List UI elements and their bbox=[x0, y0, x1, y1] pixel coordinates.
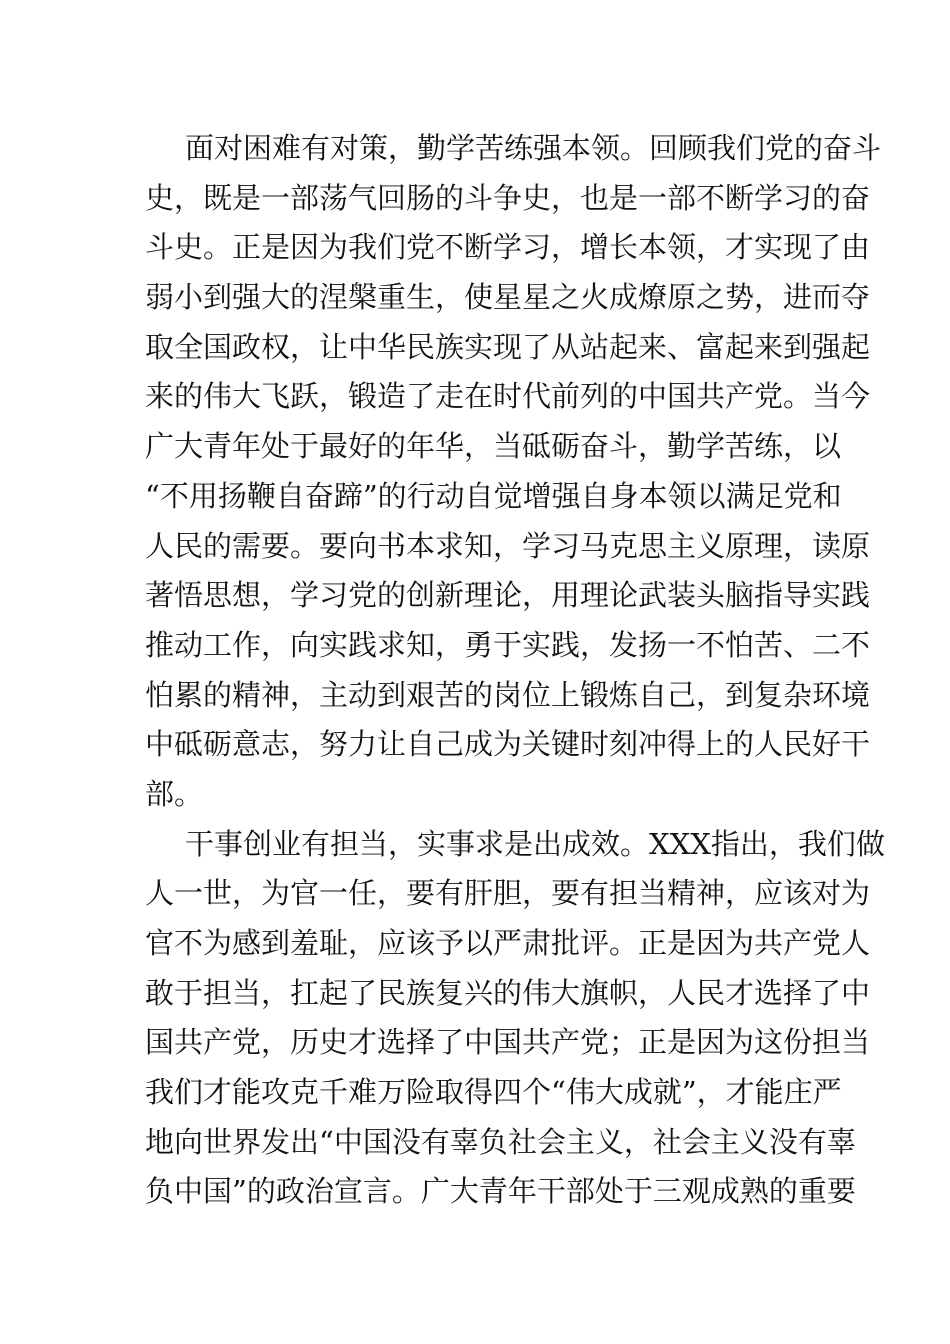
document-body bbox=[145, 124, 885, 1217]
paragraph-line: 我们才能攻克千难万险取得四个“伟大成就”，才能庄严 bbox=[145, 1075, 842, 1110]
paragraph-line: 取全国政权，让中华民族实现了从站起来、富起来到强起 bbox=[145, 329, 871, 364]
paragraph-line: “不用扬鞭自奋蹄”的行动自觉增强自身本领以满足党和 bbox=[145, 478, 842, 513]
paragraph-line: 敢于担当，扛起了民族复兴的伟大旗帜，人民才选择了中 bbox=[145, 975, 871, 1010]
paragraph-line: 斗史。正是因为我们党不断学习，增长本领，才实现了由 bbox=[145, 230, 871, 265]
paragraph-line: 史，既是一部荡气回肠的斗争史，也是一部不断学习的奋 bbox=[145, 180, 871, 215]
paragraph-line: 广大青年处于最好的年华，当砥砺奋斗，勤学苦练，以 bbox=[145, 429, 842, 464]
paragraph-line: 弱小到强大的涅槃重生，使星星之火成燎原之势，进而夺 bbox=[145, 280, 871, 315]
paragraph-line: 中砥砺意志，努力让自己成为关键时刻冲得上的人民好干 bbox=[145, 727, 871, 762]
paragraph-line: 干事创业有担当，实事求是出成效。XXX指出，我们做 bbox=[185, 826, 885, 861]
paragraph-line: 推动工作，向实践求知，勇于实践，发扬一不怕苦、二不 bbox=[145, 627, 871, 662]
paragraph-line: 著悟思想，学习党的创新理论，用理论武装头脑指导实践 bbox=[145, 578, 871, 613]
paragraph-line: 负中国”的政治宣言。广大青年干部处于三观成熟的重要 bbox=[145, 1174, 856, 1209]
paragraph-line: 人民的需要。要向书本求知，学习马克思主义原理，读原 bbox=[145, 528, 871, 563]
paragraph-line: 人一世，为官一任，要有肝胆，要有担当精神，应该对为 bbox=[145, 876, 871, 911]
paragraph-line: 部。 bbox=[145, 776, 204, 811]
paragraph-line: 来的伟大飞跃，锻造了走在时代前列的中国共产党。当今 bbox=[145, 379, 871, 414]
paragraph-line: 面对困难有对策，勤学苦练强本领。回顾我们党的奋斗 bbox=[185, 131, 882, 165]
paragraph-2 bbox=[145, 820, 885, 1218]
paragraph-line: 怕累的精神，主动到艰苦的岗位上锻炼自己，到复杂环境 bbox=[145, 677, 871, 712]
paragraph-line: 地向世界发出“中国没有辜负社会主义，社会主义没有辜 bbox=[145, 1124, 856, 1159]
paragraph-line: 国共产党，历史才选择了中国共产党；正是因为这份担当 bbox=[145, 1025, 871, 1060]
paragraph-line: 官不为感到羞耻，应该予以严肃批评。正是因为共产党人 bbox=[145, 926, 871, 960]
paragraph-1 bbox=[145, 124, 882, 820]
